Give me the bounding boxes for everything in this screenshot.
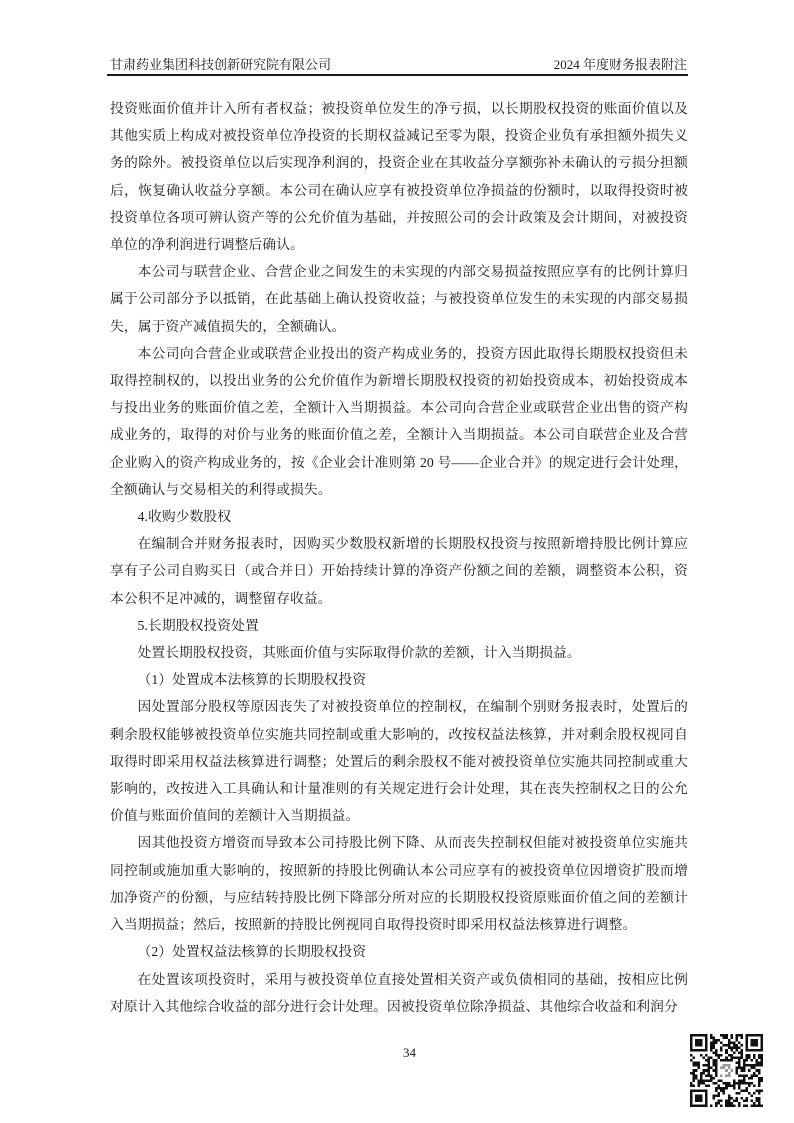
- header-doc-title: 2024 年度财务报表附注: [553, 57, 687, 72]
- header-divider: [107, 74, 688, 76]
- section-heading: （1）处置成本法核算的长期股权投资: [137, 672, 367, 688]
- document-body: [110, 95, 688, 1020]
- paragraph: 因其他投资方增资而导致本公司持股比例下降、从而丧失控制权但能对被投资单位实施共同控制或施加重大影响的，按照新的持股比例确认本公司应享有的被投资单位因增资扩股而增加净资产的份额，与应结转持股比例下降部分所对应的长期股权投资原账面价值之间的差额计入当期损益；然后，按照新的持股比例视同自取得投资时即采用权益法核算进行调整。: [110, 835, 688, 933]
- header-company-name: 甘肃药业集团科技创新研究院有限公司: [110, 57, 332, 72]
- paragraph: 投资账面价值并计入所有者权益；被投资单位发生的净亏损，以长期股权投资的账面价值以及其他实质上构成对被投资单位净投资的长期权益减记至零为限，投资企业负有承担额外损失义务的除外。被投资单位以后实现净利润的，投资企业在其收益分享额弥补未确认的亏损分担额后，恢复确认收益分享额。本公司在确认应享有被投资单位净损益的份额时，以取得投资时被投资单位各项可辨认资产等的公允价值为基础，并按照公司的会计政策及会计期间，对被投资单位的净利润进行调整后确认。: [110, 101, 688, 253]
- section-heading: （2）处置权益法核算的长期股权投资: [137, 944, 367, 960]
- section-heading: 5.长期股权投资处置: [137, 617, 259, 633]
- paragraph: 处置长期股权投资，其账面价值与实际取得价款的差额，计入当期损益。: [137, 645, 581, 661]
- qr-code-icon: [690, 1034, 763, 1107]
- page-header: [110, 54, 687, 73]
- paragraph: 在处置该项投资时，采用与被投资单位直接处置相关资产或负债相同的基础，按相应比例对原计入其他综合收益的部分进行会计处理。因被投资单位除净损益、其他综合收益和利润分: [110, 971, 688, 1014]
- page-number: 34: [403, 1045, 416, 1060]
- paragraph: 本公司与联营企业、合营企业之间发生的未实现的内部交易损益按照应享有的比例计算归属于公司部分予以抵销，在此基础上确认投资收益；与被投资单位发生的未实现的内部交易损失，属于资产减值损失的，全额确认。: [110, 264, 688, 334]
- paragraph: 在编制合并财务报表时，因购买少数股权新增的长期股权投资与按照新增持股比例计算应享有子公司自购买日（或合并日）开始持续计算的净资产份额之间的差额，调整资本公积，资本公积不足冲减的，调整留存收益。: [110, 536, 688, 606]
- section-heading: 4.收购少数股权: [137, 509, 232, 525]
- paragraph: 本公司向合营企业或联营企业投出的资产构成业务的，投资方因此取得长期股权投资但未取得控制权的，以投出业务的公允价值作为新增长期股权投资的初始投资成本，初始投资成本与投出业务的账面价值之差，全额计入当期损益。本公司向合营企业或联营企业出售的资产构成业务的，取得的对价与业务的账面价值之差，全额计入当期损益。本公司自联营企业及合营企业购入的资产构成业务的，按《企业会计准则第 20 号——企业合并》的规定进行会计处理，全额确认与交易相关的利得或损失。: [110, 345, 688, 497]
- paragraph: 因处置部分股权等原因丧失了对被投资单位的控制权，在编制个别财务报表时，处置后的剩余股权能够被投资单位实施共同控制或重大影响的，改按权益法核算，并对剩余股权视同自取得时即采用权益法核算进行调整；处置后的剩余股权不能对被投资单位实施共同控制或重大影响的，改按进入工具确认和计量准则的有关规定进行会计处理，其在丧失控制权之日的公允价值与账面价值间的差额计入当期损益。: [110, 699, 688, 824]
